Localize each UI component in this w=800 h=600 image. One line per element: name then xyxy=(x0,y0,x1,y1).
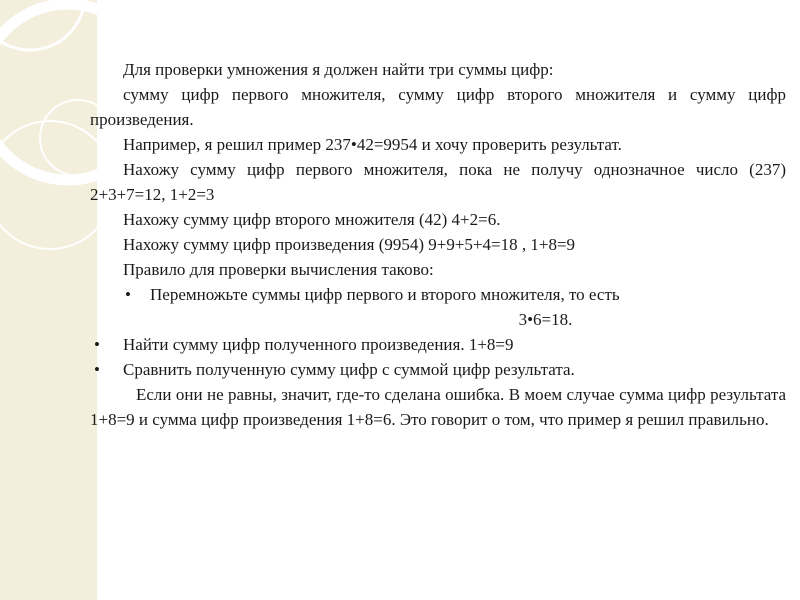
decorative-circles-icon xyxy=(0,0,97,600)
step1-paragraph: Нахожу сумму цифр первого множителя, пока не получу однозначное число (237) 2+3+7=12, 1+2=3 xyxy=(90,160,786,204)
bullet-marker: • xyxy=(125,285,131,304)
bullet-marker: • xyxy=(94,335,100,354)
bullet-item xyxy=(90,282,786,307)
bullet-continuation: 3•6=18. xyxy=(518,310,573,329)
bullet-text: Найти сумму цифр полученного произведения. 1+8=9 xyxy=(123,335,514,354)
bullet-marker: • xyxy=(94,360,100,379)
rule-paragraph: Правило для проверки вычисления таково: xyxy=(123,260,434,279)
step2-paragraph: Нахожу сумму цифр второго множителя (42) 4+2=6. xyxy=(123,210,501,229)
bullet-item xyxy=(90,332,786,357)
example-paragraph: Например, я решил пример 237•42=9954 и хочу проверить результат. xyxy=(123,135,622,154)
conclusion-paragraph: Если они не равны, значит, где-то сделана ошибка. В моем случае сумма цифр результата 1+8=9 и сумма цифр произведения 1+8=6. Это говорит о том, что пример я решил правильно. xyxy=(90,385,786,429)
bullet-item xyxy=(90,357,786,382)
intro-paragraph: Для проверки умножения я должен найти три суммы цифр: xyxy=(123,60,554,79)
bullet-text: Сравнить полученную сумму цифр с суммой цифр результата. xyxy=(123,360,575,379)
step3-paragraph: Нахожу сумму цифр произведения (9954) 9+9+5+4=18 , 1+8=9 xyxy=(123,235,576,254)
decorative-side-strip xyxy=(0,0,97,600)
document-text xyxy=(90,57,786,432)
sums-paragraph: сумму цифр первого множителя, сумму цифр второго множителя и сумму цифр произведения. xyxy=(90,85,786,129)
bullet-text: Перемножьте суммы цифр первого и второго множителя, то есть xyxy=(150,285,620,304)
